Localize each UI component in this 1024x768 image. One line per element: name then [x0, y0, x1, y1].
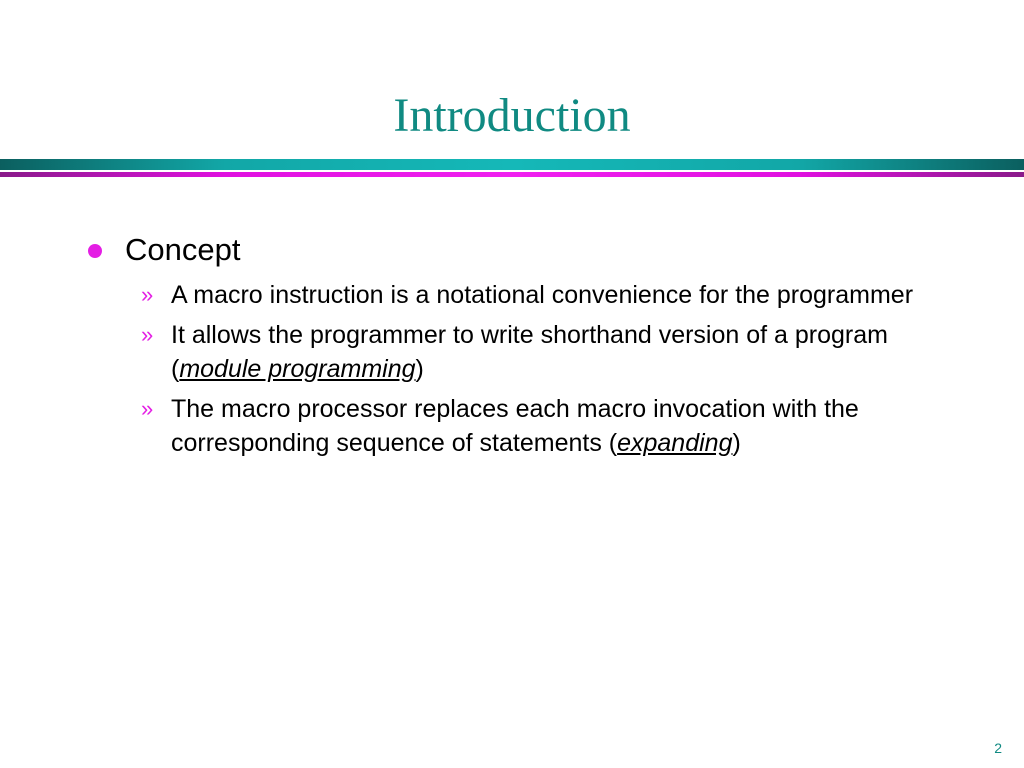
double-chevron-icon: »	[141, 322, 154, 347]
bullet-item	[0, 228, 1024, 272]
double-chevron-icon: »	[141, 396, 154, 421]
sub-bullet-item	[0, 392, 1024, 460]
sub-bullet-list	[0, 278, 1024, 466]
sub-bullet-text-part: )	[415, 355, 424, 383]
sub-bullet-text-part: A macro instruction is a notational convenience for the programmer	[171, 281, 914, 309]
sub-bullet-text-part: )	[732, 429, 741, 457]
sub-bullet-text	[171, 278, 931, 312]
bullet-label: Concept	[125, 232, 241, 267]
bullet-dot-icon	[88, 244, 102, 258]
sub-bullet-text-part: It allows the programmer to write shorthand version of a program (	[171, 321, 888, 383]
emphasized-term: module programming	[179, 355, 416, 383]
sub-bullet-text	[171, 318, 931, 386]
page-number: 2	[994, 740, 1002, 756]
double-chevron-icon: »	[141, 282, 154, 307]
title-divider-magenta	[0, 172, 1024, 177]
sub-bullet-text-part: The macro processor replaces each macro invocation with the corresponding sequence of statements (	[171, 395, 859, 457]
title-divider-teal	[0, 159, 1024, 170]
slide-title: Introduction	[393, 89, 631, 142]
sub-bullet-text	[171, 392, 931, 460]
sub-bullet-item	[0, 278, 1024, 312]
sub-bullet-item	[0, 318, 1024, 386]
emphasized-term: expanding	[617, 429, 733, 457]
